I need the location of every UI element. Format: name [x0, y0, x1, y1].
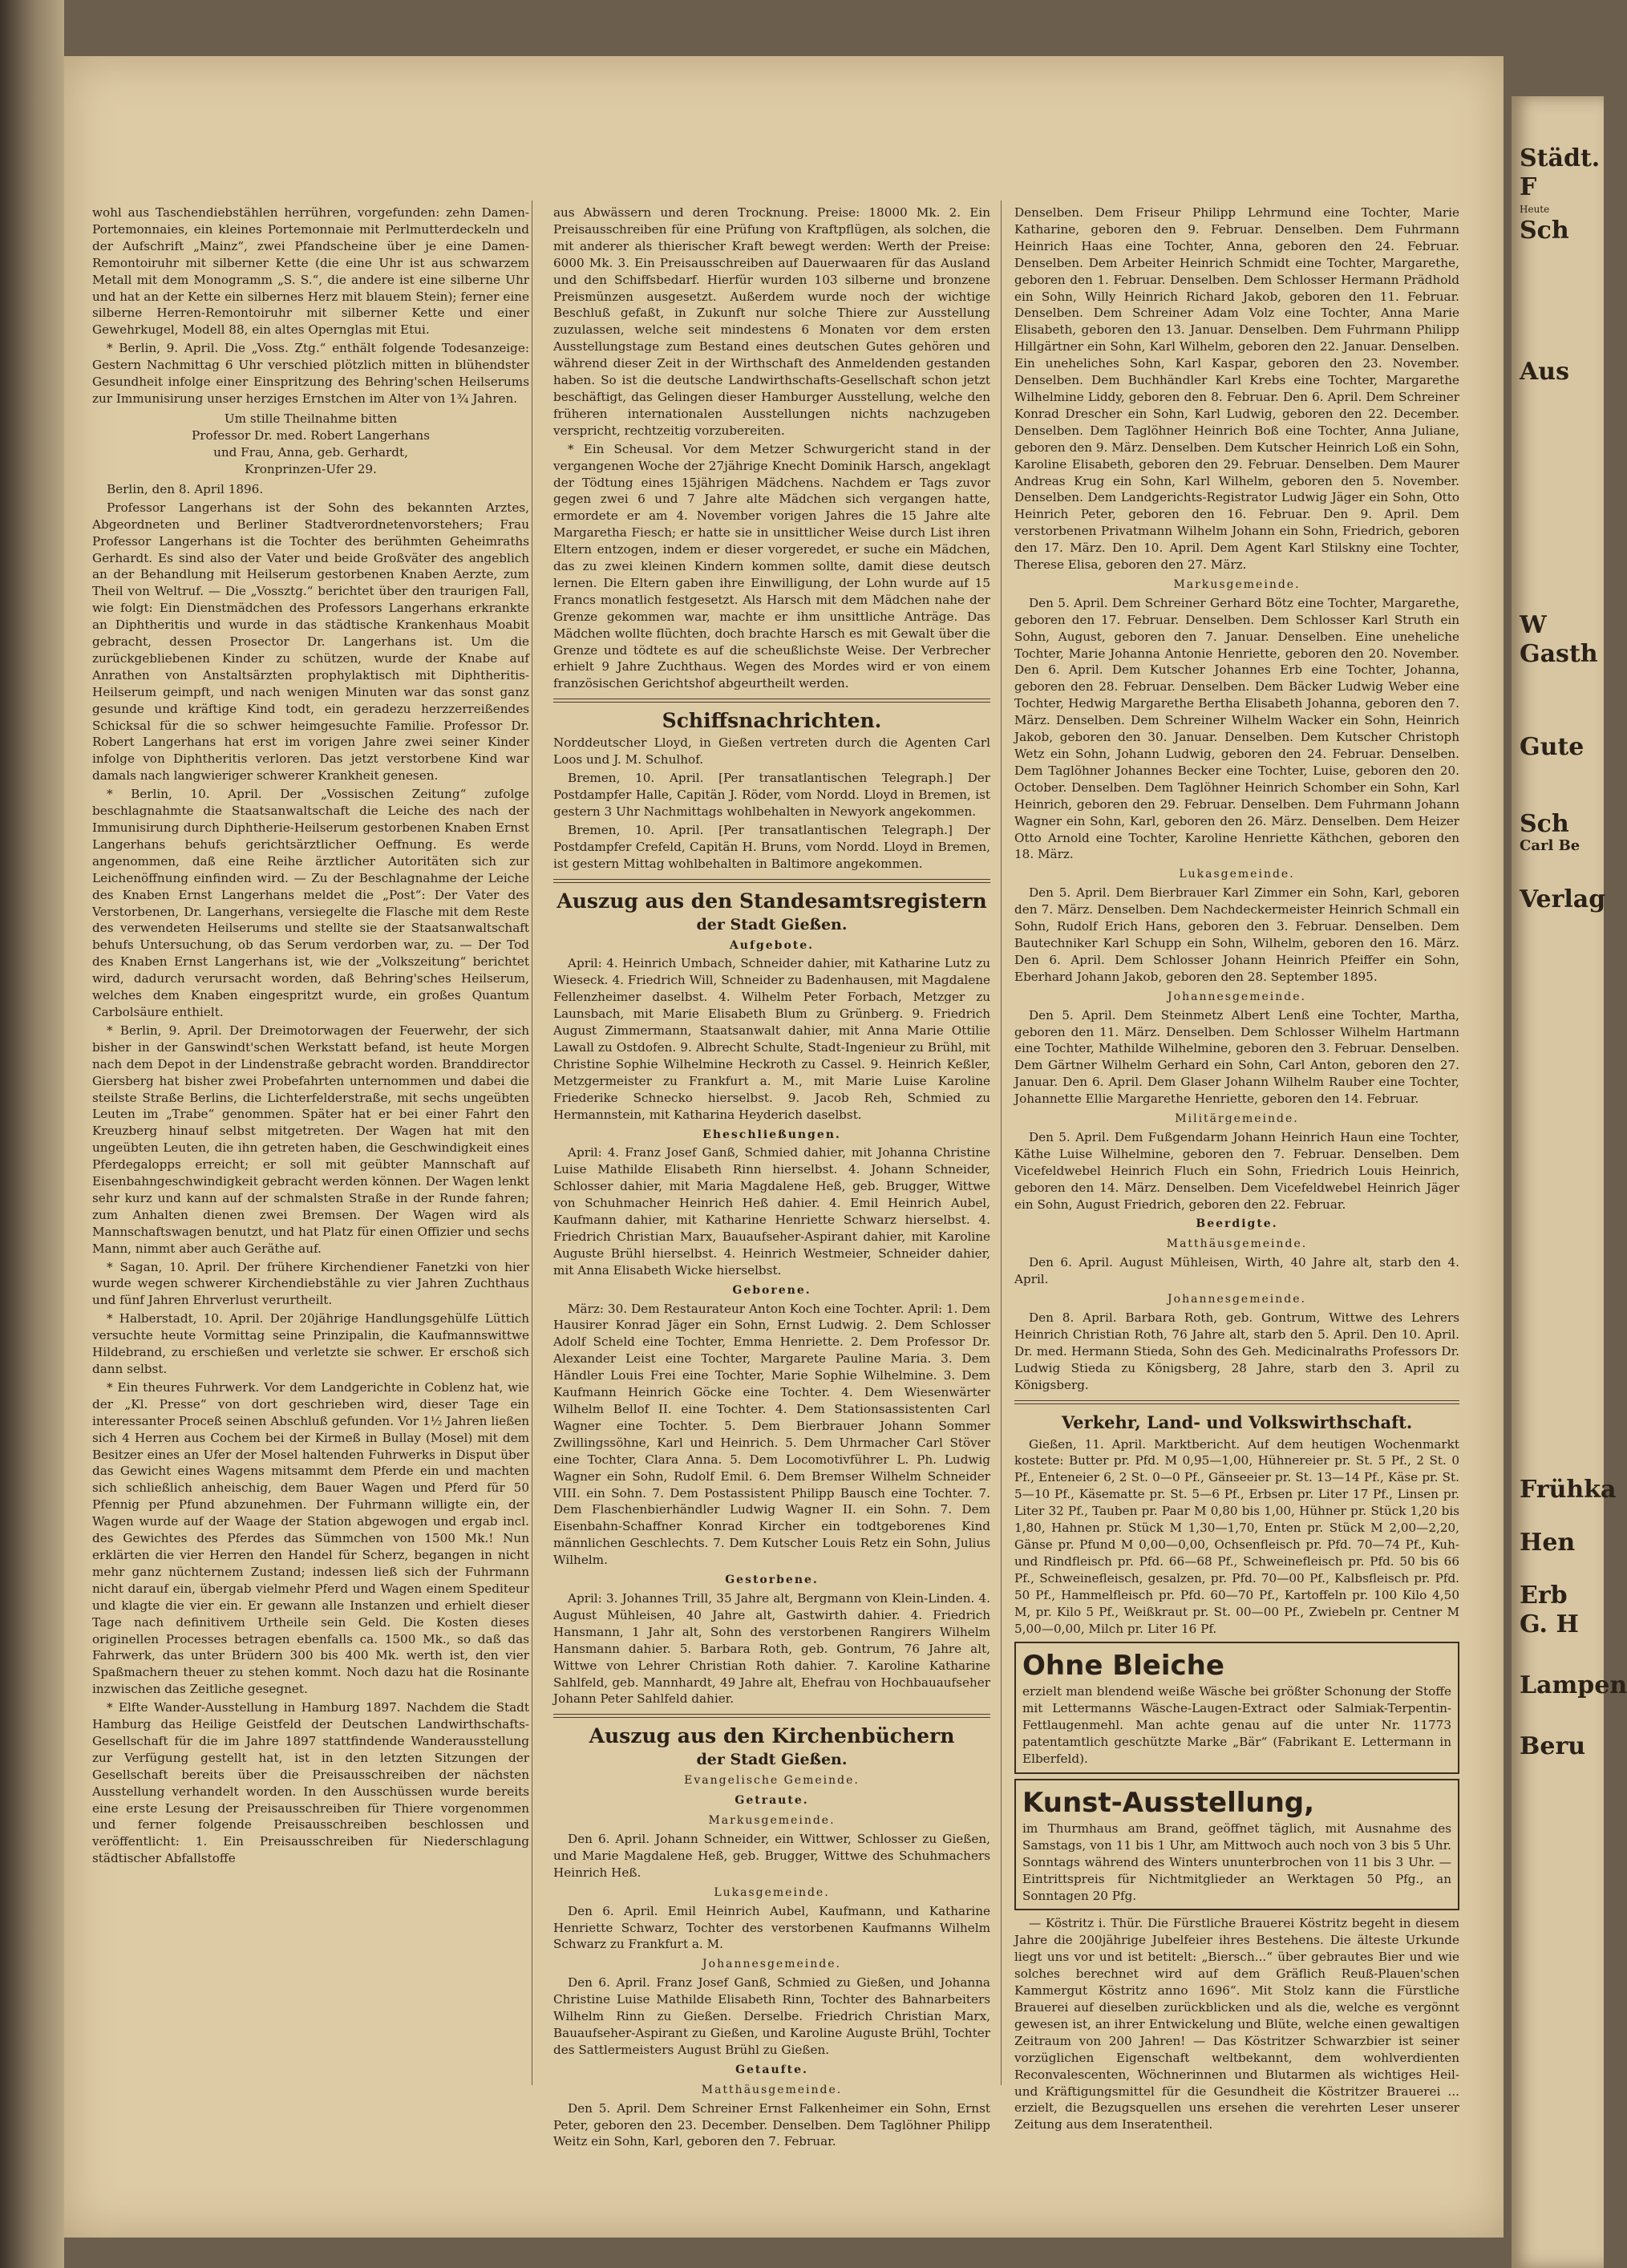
article-fragment: wohl aus Taschendiebstählen herrühren, vorgefunden: zehn Damen-Portemonnaies, ein kleines Portemonnaie mit Perlmutterdeckeln und der Aufschrift „Mainz“, zwei Pfandscheine über je eine Damen-Remontoiruhr mit silberner Kette (die eine Uhr ist aus schwarzem Metall mit dem Monogramm „S. S.“, die andere ist eine silberne Uhr und hat an der Kette ein silbernes Herz mit blauem Stein); ferner eine silberne Herren-Remontoiruhr mit silberner Kette und einer Gewehrkugel, Modell 88, ein altes Opernglas mit Etui.	[92, 205, 529, 338]
parish-heading: Markusgemeinde.	[708, 1814, 836, 1828]
signature-line: Um stille Theilnahme bitten	[224, 411, 398, 426]
adjacent-fragment: F	[1520, 173, 1537, 201]
article-berlin-notice: * Berlin, 9. April. Die „Voss. Ztg.“ enthält folgende Todesanzeige: Gestern Nachmittag 6 Uhr verschied plötzlich mitten in blühendster Gesundheit infolge einer Einspritzung des Behring'schen Heilserums zur Immunisirung unser herziges Ernstchen im Alter von 1¾ Jahren.	[92, 341, 529, 406]
article-koestritz: — Köstritz i. Thür. Die Fürstliche Brauerei Köstritz begeht in diesem Jahre die 200jährige Jubelfeier ihres Bestehens. Die älteste Urkunde liegt uns vor und ist betitelt: „Biersch...“ über gebrautes Bier und wie solches berechnet wird auf dem Gräflich Reuß-Plauen'schen Kammergut Köstritz anno 1696“. Mit Stolz kann die Fürstliche Brauerei auf dieselben zurückblicken und als die, welche es vergönnt gewesen ist, an ihrer Entwickelung und Blüte, welche einen gewaltigen Zeitraum von 200 Jahren! — Das Köstritzer Schwarzbier ist seiner vorzüglichen Eigenschaft weltbekannt, dem wohlverdienten Reconvalescenten, Wöchnerinnen und Blutarmen als wichtiges Heil- und Kräftigungsmittel für die Gesundheit die Köstritzer Brauerei ... erzielt, die Bezugsquellen uns ersehen die verehrten Leser unserer Zeitung aus dem Inseratentheil.	[1014, 1916, 1459, 2132]
register-entries: Den 5. April. Dem Steinmetz Albert Lenß eine Tochter, Martha, geboren den 11. März. Denselben. Dem Schlosser Wilhelm Hartmann eine Tochter, Mathilde Wilhelmine, geboren den 3. Februar. Denselben. Dem Gärtner Wilhelm Gerhard ein Sohn, Carl Anton, geboren den 27. Januar. Den 6. April. Dem Glaser Johann Wilhelm Rauber eine Tochter, Johannette Ellie Margarethe Henriette, geboren den 14. Februar.	[1014, 1007, 1459, 1107]
subsection-evangelisch: Evangelische Gemeinde.	[684, 1774, 860, 1788]
advertisement-kunst	[1014, 1779, 1459, 1911]
article-berlin-10: * Berlin, 10. April. Der „Vossischen Zeitung“ zufolge beschlagnahmte die Staatsanwaltschaft die Leiche des nach der Immunisirung durch Diphtherie-Heilserum gestorbenen Knaben Ernst Langerhans behufs gerichtsärztlicher Oeffnung. Es werde angenommen, daß eine Reihe ärztlicher Autoritäten sich zur Leichenöffnung einfinden wird. — Zu der Beschlagnahme der Leiche des Knaben Ernst Langerhans meldet die „Post“: Der Vater des Verstorbenen, Dr. Langerhans, versiegelte die Flasche mit dem Reste des verwendeten Heilserums und stellte sie der Staatsanwaltschaft behufs Untersuchung, ob das Serum verdorben war, zu. — Der Tod des Knaben Ernst Langerhans ist, wie der „Volkszeitung“ berichtet wird, dadurch verursacht worden, daß Behring'sches Heilserum, welches dem Knaben eingespritzt wurde, ein großes Quantum Carbolsäure enthielt.	[92, 787, 529, 1019]
article-halberstadt: * Halberstadt, 10. April. Der 20jährige Handlungsgehülfe Lüttich versuchte heute Vormittag seine Prinzipalin, die Kaufmannswittwe Hildebrand, zu erschießen und verletzte sie schwer. Er erschoß sich dann selbst.	[92, 1311, 529, 1376]
register-entries: Den 5. April. Dem Fußgendarm Johann Heinrich Haun eine Tochter, Käthe Luise Wilhelmine, geboren den 7. Februar. Denselben. Dem Vicefeldwebel Heinrich Fluch ein Sohn, Friedrich Louis Heinrich, geboren den 14. März. Denselben. Dem Vicefeldwebel Heinrich Jäger ein Sohn, August Friedrich, geboren den 22. Februar.	[1014, 1129, 1459, 1212]
section-subheading: der Stadt Gießen.	[696, 915, 848, 934]
adjacent-fragment: Lampen	[1520, 1671, 1627, 1699]
adjacent-fragment: Sch	[1520, 217, 1569, 245]
adjacent-fragment: Erb	[1520, 1582, 1568, 1610]
adjacent-fragment: Frühka	[1520, 1476, 1617, 1504]
subsection-getaufte: Getaufte.	[735, 2063, 808, 2076]
register-entries: Den 6. April. Emil Heinrich Aubel, Kaufmann, und Katharine Henriette Schwarz, Tochter des verstorbenen Kaufmanns Wilhelm Schwarz zu Frankfurt a. M.	[553, 1903, 990, 1952]
ship-report: Bremen, 10. April. [Per transatlantischen Telegraph.] Der Postdampfer Crefeld, Capitän H. Bruns, vom Nordd. Lloyd in Bremen, ist gestern Mittag wohlbehalten in Baltimore angekommen.	[553, 822, 990, 871]
dateline: Berlin, den 8. April 1896.	[107, 481, 264, 496]
section-divider	[553, 1714, 990, 1718]
subsection-aufgebote: Aufgebote.	[729, 938, 815, 952]
column-rule	[1001, 200, 1002, 2085]
signature-line: Kronprinzen-Ufer 29.	[245, 461, 377, 476]
book-spine	[0, 0, 64, 2268]
register-entries: Den 5. April. Dem Schreiner Ernst Falkenheimer ein Sohn, Ernst Peter, geboren den 23. December. Denselben. Dem Taglöhner Philipp Weitz ein Sohn, Karl, geboren den 7. Februar.	[553, 2100, 990, 2149]
article-ausstellung: * Elfte Wander-Ausstellung in Hamburg 1897. Nachdem die Stadt Hamburg das Heilige Geistfeld der Deutschen Landwirthschafts-Gesellschaft für die im Jahre 1897 stattfindende Wanderausstellung zur Verfügung gestellt hat, ist in den letzten Sitzungen der Gesellschaft bereits über die Preisausschreiben der nächsten Ausstellung verhandelt worden. In den Ausschüssen wurde bereits eine erste Lesung der Preisausschreiben für Thiere vorgenommen und ferner folgende Preisausschreiben beschlossen und veröffentlicht: 1. Ein Preisausschreiben für Niederschlagung städtischer Abfallstoffe	[92, 1700, 529, 1866]
parish-heading: Militärgemeinde.	[1175, 1112, 1299, 1126]
section-subheading: der Stadt Gießen.	[696, 1751, 848, 1769]
subsection-beerdigte: Beerdigte.	[1196, 1217, 1278, 1231]
parish-heading: Matthäusgemeinde.	[1166, 1237, 1308, 1251]
column-3	[1014, 205, 1459, 2135]
subsection-getraute: Getraute.	[735, 1794, 809, 1808]
parish-heading: Johannesgemeinde.	[702, 1958, 841, 1971]
ad-headline: Kunst-Ausstellung,	[1022, 1786, 1315, 1819]
register-entries: Den 8. April. Barbara Roth, geb. Gontrum, Wittwe des Lehrers Heinrich Christian Roth, 76 Jahre alt, starb den 5. April. Den 10. April. Dr. med. Hermann Stieda, Sohn des Geh. Medicinalraths Professors Dr. Ludwig Stieda zu Königsberg, 28 Jahre, starb den 3. April zu Königsberg.	[1014, 1310, 1459, 1392]
register-entries: April: 3. Johannes Trill, 35 Jahre alt, Bergmann von Klein-Linden. 4. August Mühleisen, 40 Jahre alt, Gastwirth dahier. 4. Friedrich Hansmann, 1 Jahr alt, Sohn des verstorbenen Rangirers Wilhelm Hansmann dahier. 5. Barbara Roth, geb. Gontrum, 76 Jahre alt, Wittwe von Lehrer Christian Roth dahier. 7. Karoline Katharine Sahlfeld, geb. Mannhardt, 49 Jahre alt, Ehefrau von Hochbauaufseher Johann Peter Sahlfeld dahier.	[553, 1590, 990, 1707]
article-feuerwehr: * Berlin, 9. April. Der Dreimotorwagen der Feuerwehr, der sich bisher in der Ganswindt'schen Werkstatt befand, ist heute Morgen nach dem Depot in der Lindenstraße gebracht worden. Branddirector Giersberg hat bisher zwei Probefahrten unternommen und dabei die steilste Straße Berlins, die Lichterfelderstraße, mit sechs ungeübten Leuten im „Trabe“ genommen. Später hat er bei einer Fahrt den Kreuzberg hinauf selbst mitgetreten. Der Wagen hat mit den ungeübten Leuten, die ihn getreten haben, die Geschwindigkeit eines Pferdegalopps erreicht; er soll mit geübter Mannschaft auf Eisenbahngeschwindigkeit gebracht werden können. Der Wagen lenkt sehr kurz und kann auf der schmalsten Straße in der Runde fahren; zum Anhalten dienen zwei Bremsen. Der Wagen wird als Mannschaftswagen benutzt, und hat Platz für einen Offizier und sechs Mann, nimmt aber auch Geräthe auf.	[92, 1023, 529, 1256]
article-fuhrwerk: * Ein theures Fuhrwerk. Vor dem Landgerichte in Coblenz hat, wie der „Kl. Presse“ von dort geschrieben wird, dieser Tage ein interessanter Proceß seinen Abschluß gefunden. Vor 1½ Jahren ließen sich 4 Herren aus Cochem bei der Kirmeß in Bullay (Mosel) mit dem Besitzer eines an Ufer der Mosel haltenden Fuhrwerks in Disput über das Gewicht eines Wagens mitsammt dem Pferde ein und machten sich schließlich anheischig, dem Bauer Wagen und Pferd für 50 Pfennig per Pfund abzunehmen. Der Fuhrmann willigte ein, der Wagen wurde auf der Waage der Station abgewogen und ergab incl. des Gewichtes des Pferdes das Sümmchen von 1500 Mk.! Nun erklärten die vier Herren den Handel für Scherz, begangen in nicht mehr ganz nüchternem Zustand; indessen ließ sich der Fuhrmann nicht darauf ein, übergab vielmehr Pferd und Wagen einem Spediteur und klagte die vier ein. Er gewann alle Instanzen und erhielt dieser Tage nach definitivem Urtheile sein Geld. Die Kosten dieses originellen Processes betragen ebenfalls ca. 1500 Mk., so daß das Fahrwerk, das unter Brüdern 300 bis 400 Mk. werth ist, den vier Spaßmachern theuer zu stehen kommt. Noch dazu hat die Rosinante inzwischen das Zeitliche gesegnet.	[92, 1379, 529, 1697]
adjacent-fragment: Carl Be	[1520, 837, 1580, 854]
register-entries: Den 6. April. Johann Schneider, ein Wittwer, Schlosser zu Gießen, und Marie Magdalene Heß, geb. Brugger, Wittwe des Schuhmachers Heinrich Heß.	[553, 1832, 990, 1880]
adjacent-page-edge	[1512, 96, 1627, 2268]
adjacent-fragment: G. H	[1520, 1610, 1579, 1638]
column-2	[553, 205, 990, 2152]
register-entries: Den 6. April. Franz Josef Ganß, Schmied zu Gießen, und Johanna Christine Luise Mathilde Elisabeth Rinn, Tochter des Bahnarbeiters Wilhelm Rinn zu Gießen. Derselbe. Friedrich Christian Marx, Bauaufseher-Aspirant zu Gießen, und Karoline Auguste Brühl, Tochter des Sattlermeisters August Brühl zu Gießen.	[553, 1975, 990, 2057]
section-heading-standesamt: Auszug aus den Standesamtsregistern	[556, 889, 987, 913]
adjacent-fragment: W	[1520, 611, 1547, 639]
article-continuation: aus Abwässern und deren Trocknung. Preise: 18000 Mk. 2. Ein Preisausschreiben für eine Prüfung von Kraftpflügen, als solchen, die mit anderer als thierischer Kraft bewegt werden: Werth der Preise: 6000 Mk. 3. Ein Preisausschreiben auf Dauerwaaren für das Ausland und den Schiffsbedarf. Hierfür wurden 103 silberne und bronzene Preismünzen ausgesetzt. Außerdem wurde noch der wichtige Beschluß gefaßt, in Zukunft nur solche Thiere zur Ausstellung zuzulassen, welche seit mindestens 6 Monaten vor dem ersten Ausstellungstage zum Bestand eines deutschen Gutes gehören und während dieser Zeit in der Wirthschaft des Anmeldenden gestanden haben. So ist die deutsche Landwirthschafts-Gesellschaft schon jetzt beschäftigt, das Gelingen dieser Hamburger Ausstellung, welche den früheren internationalen Ausstellungen nichts nachzugeben verspricht, rechtzeitig vorzubereiten.	[553, 205, 990, 438]
adjacent-fragment: Gasth	[1520, 640, 1598, 668]
register-entries: März: 30. Dem Restaurateur Anton Koch eine Tochter. April: 1. Dem Hausirer Konrad Jäger ein Sohn, Ernst Ludwig. 2. Dem Schlosser Adolf Scheld eine Tochter, Emma Henriette. 2. Dem Professor Dr. Alexander Leist eine Tochter, Margarete Pauline Maria. 3. Dem Händler Louis Frei eine Tochter, Marie Sophie Wilhelmine. 3. Dem Kaufmann Heinrich Göcke eine Tochter. 4. Dem Wiesenwärter Wilhelm Bellof II. eine Tochter. 4. Dem Stationsassistenten Carl Wagner eine Tochter. 5. Dem Bierbrauer Johann Sommer Zwillingssöhne, Karl und Heinrich. 5. Dem Uhrmacher Carl Stöver eine Tochter, Clara Anna. 5. Dem Locomotivführer L. Ph. Ludwig Wagner ein Sohn, Rudolf Emil. 6. Dem Bremser Wilhelm Schneider VIII. ein Sohn. 7. Dem Postassistent Philipp Bausch eine Tochter. 7. Dem Flaschenbierhändler Ludwig Wagner II. ein Sohn. 7. Dem Eisenbahn-Schaffner Konrad Kircher ein todtgeborenes Kind männlichen Geschlechts. 7. Dem Kutscher Louis Retz ein Sohn, Julius Wilhelm.	[553, 1301, 990, 1568]
newspaper-page	[64, 56, 1504, 2238]
register-entries: Den 5. April. Dem Bierbrauer Karl Zimmer ein Sohn, Karl, geboren den 7. März. Denselben. Dem Nachdeckermeister Heinrich Schmall ein Sohn, Rudolf Erich Hans, geboren den 3. Februar. Denselben. Dem Bautechniker Karl Schupp ein Sohn, Wilhelm, geboren den 16. März. Den 6. April. Dem Schlosser Johann Heinrich Pfeiffer ein Sohn, Eberhard Johann Jakob, geboren den 28. September 1895.	[1014, 885, 1459, 984]
parish-heading: Lukasgemeinde.	[1179, 868, 1295, 881]
parish-heading: Johannesgemeinde.	[1168, 1293, 1306, 1306]
register-entries: April: 4. Franz Josef Ganß, Schmied dahier, mit Johanna Christine Luise Mathilde Elisabeth Rinn hierselbst. 4. Johann Schneider, Schlosser dahier, mit Maria Magdalene Heß, geb. Brugger, Wittwe von Schuhmacher Heinrich Heß dahier. 4. Emil Heinrich Aubel, Kaufmann dahier, mit Katharine Henriette Schwarz hierselbst. 4. Friedrich Christian Marx, Bauaufseher-Aspirant dahier, mit Karoline Auguste Brühl hierselbst. 4. Heinrich Westmeier, Schneider dahier, mit Anna Elisabeth Wicke hierselbst.	[553, 1145, 990, 1278]
parish-heading: Lukasgemeinde.	[714, 1885, 830, 1899]
signature-line: Professor Dr. med. Robert Langerhans	[191, 427, 431, 443]
advertisement-bleiche	[1014, 1642, 1459, 1774]
adjacent-fragment: Verlag	[1520, 885, 1606, 913]
ad-headline: Ohne Bleiche	[1022, 1650, 1224, 1683]
parish-heading: Johannesgemeinde.	[1168, 990, 1306, 1003]
column-1	[92, 205, 529, 1869]
ad-text: erzielt man blendend weiße Wäsche bei größter Schonung der Stoffe mit Lettermanns Wäsche-Laugen-Extract oder Salmiak-Terpentin-Fettlaugenmehl. Man achte genau auf die unter Nr. 11773 patentamtlich geschützte Marke „Bär“ (Fabrikant E. Lettermann in Elberfeld).	[1022, 1684, 1451, 1767]
signature-line: und Frau, Anna, geb. Gerhardt,	[213, 444, 408, 460]
market-report: Gießen, 11. April. Marktbericht. Auf dem heutigen Wochenmarkt kostete: Butter pr. Pfd. M 0,95—1,00, Hühnereier pr. St. 5 Pf., 2 St. 0 Pf., Enteneier 6, 2 St. 0—0 Pf., Gänseeier pr. St. 13—14 Pf., Käse pr. St. 5—10 Pf., Käsematte pr. St. 5—6 Pf., Erbsen pr. Liter 17 Pf., Linsen pr. Liter 32 Pf., Tauben pr. Paar M 0,80 bis 1,00, Hühner pr. Stück 1,20 bis 1,80, Hahnen pr. Stück M 1,30—1,70, Enten pr. Stück M 2,00—2,20, Gänse pr. Pfund M 0,00—0,00, Ochsenfleisch pr. Pfd. 70—74 Pf., Kuh- und Rindfleisch pr. Pfd. 66—68 Pf., Schweinefleisch pr. Pfd. 50 bis 66 Pf., Schweinefleisch, gesalzen, pr. Pfd. 70—00 Pf., Kalbsfleisch pr. Pfd. 50 Pf., Hammelfleisch pr. Pfd. 60—70 Pf., Kartoffeln pr. 100 Kilo 4,50 M, pr. Kilo 5 Pf., Weißkraut pr. St. 00—00 Pf., Zwiebeln pr. Centner M 5,00—0,00, Milch pr. Liter 16 Pf.	[1014, 1436, 1459, 1636]
adjacent-fragment: Beru	[1520, 1732, 1586, 1760]
section-heading-schiff: Schiffsnachrichten.	[662, 709, 882, 733]
adjacent-fragment: Gute	[1520, 733, 1585, 761]
register-entries: Den 5. April. Dem Schreiner Gerhard Bötz eine Tochter, Margarethe, geboren den 17. Februar. Denselben. Dem Schlosser Karl Struth ein Sohn, August, geboren den 7. Januar. Denselben. Eine uneheliche Tochter, Marie Johanna Antonie Henriette, geboren den 20. November. Den 6. April. Dem Kutscher Johannes Erb eine Tochter, Johanna, geboren den 28. Februar. Denselben. Dem Bäcker Ludwig Weber eine Tochter, Hedwig Margarethe Bertha Elisabeth Johanna, geboren den 7. März. Denselben. Dem Schreiner Wilhelm Wacker ein Sohn, Heinrich Jakob, geboren den 30. Januar. Denselben. Dem Kutscher Christoph Wetz ein Sohn, Johann Ludwig, geboren den 24. Februar. Denselben. Dem Taglöhner Johannes Becker eine Tochter, Luise, geboren den 20. October. Denselben. Dem Taglöhner Heinrich Schomber ein Sohn, Karl Heinrich, geboren den 29. Februar. Denselben. Dem Fuhrmann Johann Wagner ein Sohn, Karl, geboren den 26. März. Denselben. Dem Heizer Otto Arnold eine Tochter, Karoline Henriette Käthchen, geboren den 18. März.	[1014, 595, 1459, 862]
section-heading-kirchen: Auszug aus den Kirchenbüchern	[589, 1724, 955, 1748]
adjacent-fragment: Städt.	[1520, 144, 1601, 172]
article-langerhans: Professor Langerhans ist der Sohn des bekannten Arztes, Abgeordneten und Berliner Stadtverordnetenvorstehers; Frau Professor Langerhans ist die Tochter des berühmten Geheimraths Gerhardt. Es sind also der Vater und beide Großväter des angeblich an der Behandlung mit Heilserum gestorbenen Knaben Aerzte, zum Theil von Weltruf. — Die „Vossztg.“ berichtet über den traurigen Fall, wie folgt: Ein Dienstmädchen des Professors Langerhans erkrankte an Diphtheritis und wurde in das städtische Krankenhaus Moabit gebracht, dessen Prosector Dr. Langerhans ist. Um die zurückgebliebenen Kinder zu schützen, wurde der Knabe auf Anrathen von Anstaltsärzten prophylaktisch mit Diphtheritis-Heilserum geimpft, und nach wenigen Minuten war das sonst ganz gesunde und kräftige Kind todt, ein geradezu herzzerreißendes Schicksal für die so schwer heimgesuchte Familie. Professor Dr. Robert Langerhans hat erst im vorigen Jahre zwei seiner Kinder infolge von Diphtheritis verloren. Das jetzt verstorbene Kind war damals nach langwieriger schwerer Krankheit genesen.	[92, 500, 529, 784]
register-entries: April: 4. Heinrich Umbach, Schneider dahier, mit Katharine Lutz zu Wieseck. 4. Friedrich Will, Schneider zu Badenhausen, mit Magdalene Fellenzheimer daselbst. 4. Wilhelm Peter Forbach, Metzger zu Launsbach, mit Marie Elisabeth Blum zu Grünberg. 9. Friedrich August Zimmermann, Staatsanwalt dahier, mit Anna Marie Ottilie Lawall zu Ostdofen. 9. Albrecht Schulte, Stadt-Ingenieur zu Brühl, mit Christine Sophie Wilhelmine Heckroth zu Cassel. 9. Heinrich Keßler, Metzgermeister zu Frankfurt a. M., mit Marie Luise Karoline Friederike Schnecko hierselbst. 9. Jacob Reh, Schmied zu Hermannstein, mit Katharina Heyderich daselbst.	[553, 956, 990, 1122]
parish-heading: Matthäusgemeinde.	[701, 2083, 843, 2096]
section-divider	[1014, 1400, 1459, 1404]
section-divider	[553, 879, 990, 883]
register-entries: Denselben. Dem Friseur Philipp Lehrmund eine Tochter, Marie Katharine, geboren den 9. Februar. Denselben. Dem Fuhrmann Heinrich Haas eine Tochter, Anna, geboren den 24. Februar. Denselben. Dem Arbeiter Heinrich Schmidt eine Tochter, Margarethe, geboren den 1. Februar. Denselben. Dem Schlosser Hermann Prädhold ein Sohn, Willy Heinrich Richard Jakob, geboren den 11. Februar. Denselben. Dem Schreiner Adam Volz eine Tochter, Anna Marie Elisabeth, geboren den 13. Januar. Denselben. Dem Fuhrmann Philipp Hillgärtner ein Sohn, Karl Wilhelm, geboren den 22. Januar. Denselben. Ein uneheliches Sohn, Karl Kaspar, geboren den 23. November. Denselben. Dem Buchhändler Karl Krebs eine Tochter, Margarethe Wilhelmine Liddy, geboren den 8. Februar. Den 6. April. Dem Schreiner Konrad Drescher ein Sohn, Karl Ludwig, geboren den 22. December. Denselben. Dem Taglöhner Heinrich Boß eine Tochter, Anna Juliane, geboren den 9. März. Denselben. Dem Kutscher Heinrich Loß ein Sohn, Karoline Elisabeth, geboren den 29. Februar. Denselben. Dem Maurer Andreas Krug ein Sohn, Karl Wilhelm, geboren den 5. November. Denselben. Dem Landgerichts-Registrator Ludwig Jäger ein Sohn, Otto Heinrich Peter, geboren den 16. Februar. Den 9. April. Dem verstorbenen Privatmann Wilhelm Johann ein Sohn, Friedrich, geboren den 17. März. Den 10. April. Dem Agent Karl Stilskny eine Tochter, Therese Elisa, geboren den 27. März.	[1014, 205, 1459, 573]
adjacent-fragment: Aus	[1520, 358, 1569, 386]
lloyd-agents: Norddeutscher Lloyd, in Gießen vertreten durch die Agenten Carl Loos und J. M. Schulhof.	[553, 735, 990, 767]
adjacent-fragment: Hen	[1520, 1529, 1576, 1557]
section-heading-verkehr: Verkehr, Land- und Volkswirthschaft.	[1061, 1411, 1413, 1432]
subsection-geborene: Geborene.	[732, 1283, 811, 1297]
section-divider	[553, 699, 990, 703]
register-entries: Den 6. April. August Mühleisen, Wirth, 40 Jahre alt, starb den 4. April.	[1014, 1255, 1459, 1287]
signature-block	[92, 411, 529, 478]
ship-report: Bremen, 10. April. [Per transatlantischen Telegraph.] Der Postdampfer Halle, Capitän J. Röder, vom Nordd. Lloyd in Bremen, ist gestern 3 Uhr Nachmittags wohlbehalten in Newyork angekommen.	[553, 771, 990, 819]
article-scheusal: * Ein Scheusal. Vor dem Metzer Schwurgericht stand in der vergangenen Woche der 27jährige Knecht Dominik Harsch, angeklagt der Tödtung eines 15jährigen Mädchens. Nachdem er Tags zuvor gegen zwei 6 und 7 Jahre alte Mädchen sich vergangen hatte, ermordete er am 4. November vorigen Jahres die 15 Jahre alte Margaretha Fiesch; er hatte sie in unsittlicher Weise durch List ihren Eltern entzogen, indem er dieser vorgeredet, er suche ein Mädchen, das zu zwei kleinen Kindern kommen sollte, damit diese deutsch lernen. Die Eltern gaben ihre Einwilligung, der Lohn wurde auf 15 Francs monatlich festgesetzt. Als Harsch mit dem Mädchen nahe der Grenze gekommen war, machte er ihm unsittliche Anträge. Das Mädchen wollte flüchten, doch brachte Harsch es mit Gewalt über die Grenze und tödtete es auf die scheußlichste Weise. Der Verbrecher erhielt 9 Jahre Zuchthaus. Wegen des Mordes wird er von einem französischen Gerichtshof abgeurtheilt werden.	[553, 441, 990, 691]
subsection-gestorbene: Gestorbene.	[725, 1573, 819, 1587]
subsection-eheschliessungen: Eheschließungen.	[702, 1128, 841, 1141]
adjacent-fragment: Heute	[1520, 204, 1550, 215]
adjacent-fragment: Sch	[1520, 810, 1569, 838]
ad-text: im Thurmhaus am Brand, geöffnet täglich, mit Ausnahme des Samstags, von 11 bis 1 Uhr, am Mittwoch auch noch von 3 bis 5 Uhr. Sonntags während des Winters ununterbrochen von 11 bis 3 Uhr. — Eintrittspreis für Nichtmitglieder an Werktagen 50 Pfg., an Sonntagen 20 Pfg.	[1022, 1820, 1451, 1903]
parish-heading: Markusgemeinde.	[1173, 577, 1301, 591]
article-sagan: * Sagan, 10. April. Der frühere Kirchendiener Fanetzki von hier wurde wegen schwerer Kirchendiebstähle zu vier Jahren Zuchthaus und fünf Jahren Ehrverlust verurtheilt.	[92, 1259, 529, 1308]
